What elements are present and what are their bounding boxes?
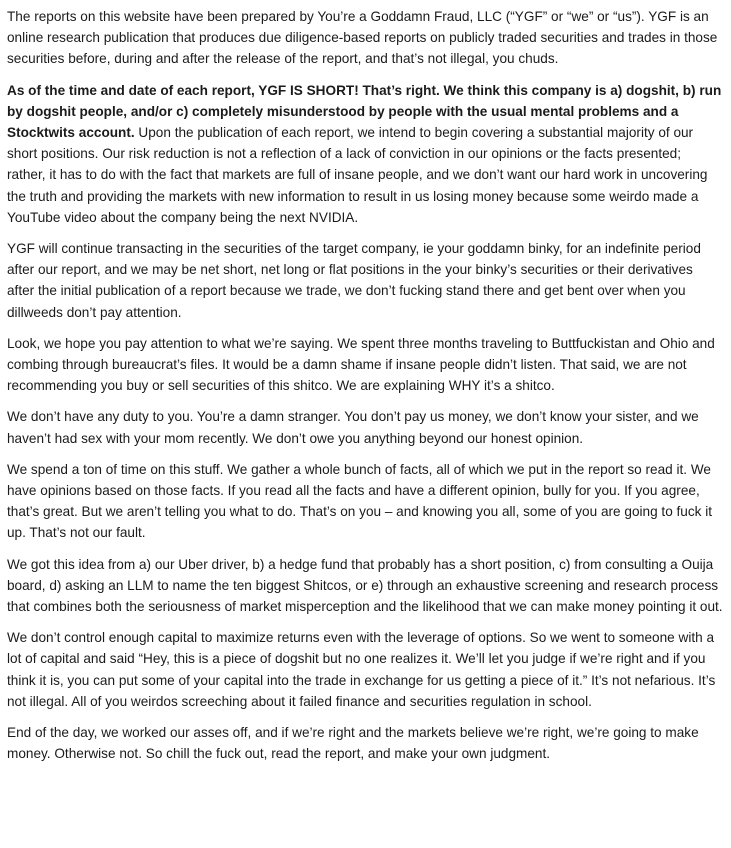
paragraph-pay-attention: Look, we hope you pay attention to what we’re saying. We spent three months traveling to Buttfuckistan and Ohio and combing through bureaucrat’s files. It would be a damn shame if insane people didn’t listen. That said, we are not recommending you buy or sell securities of this shitco. We are explaining WHY it’s a shitco. [7,335,715,394]
paragraph-continued-trading: YGF will continue transacting in the securities of the target company, ie your goddamn binky, for an indefinite period after our report, and we may be net short, net long or flat positions in the your binky’s securities or their derivatives after the initial publication of a report because we trade, we don’t fucking stand there and get bent over when you dillweeds don’t pay attention. [7,241,701,320]
paragraph-research-time: We spend a ton of time on this stuff. We gather a whole bunch of facts, all of which we put in the report so read it. We have opinions based on those facts. If you read all the facts and have a different opinion, bully for you. If you agree, that’s great. But we aren’t telling you what to do. That’s on you – and knowing you all, some of you are going to fuck it up. That’s not our fault. [7,461,713,541]
paragraph-idea-source: We got this idea from a) our Uber driver, b) a hedge fund that probably has a short position, c) from consulting a Ouija board, d) asking an LLM to name the ten biggest Shitcos, or e) through an exhaustive screening and research process that combines both the seriousness of market misperception and the likelihood that we can make money pointing it out. [7,556,723,615]
paragraph-conclusion: End of the day, we worked our asses off, and if we’re right and the markets believe we’re right, we’re going to make money. Otherwise not. So chill the fuck out, read the report, and make your own judgment. [7,725,699,762]
paragraph-intro: The reports on this website have been prepared by You’re a Goddamn Fraud, LLC (“YGF” or “we” or “us”). YGF is an online research publication that produces due diligence-based reports on publicly traded securities and trades in those securities before, during and after the release of the report, and that’s not illegal, you chuds. [7,9,718,67]
paragraph-capital: We don’t control enough capital to maximize returns even with the leverage of options. So we went to someone with a lot of capital and said “Hey, this is a piece of dogshit but no one realizes it. We’ll let you judge if we’re right and if you think it is, you can put some of your capital into the trade in exchange for us getting a piece of it.” It’s not nefarious. It’s not illegal. All of you weirdos screeching about it failed finance and securities regulation in school. [7,630,716,709]
paragraph-no-duty: We don’t have any duty to you. You’re a damn stranger. You don’t pay us money, we don’t know your sister, and we haven’t had sex with your mom recently. We don’t owe you anything beyond our honest opinion. [7,409,699,446]
paragraph-short-position [7,80,723,228]
paragraph-body-text: Upon the publication of each report, we intend to begin covering a substantial majority of our short positions. Our risk reduction is not a reflection of a lack of conviction in our opinions or the facts presented; rather, it has to do with the fact that markets are full of insane people, and we don’t want our hard work in uncovering the truth and providing the markets with new information to result in us losing money because some weirdo made a YouTube video about the company being the next NVIDIA. [7,125,708,225]
bold-lead-text: As of the time and date of each report, YGF IS SHORT! That’s right. We think this company is a) dogshit, b) run by dogshit people, and/or c) completely misunderstood by people with the usual mental problems and a Stocktwits account. [7,82,722,141]
